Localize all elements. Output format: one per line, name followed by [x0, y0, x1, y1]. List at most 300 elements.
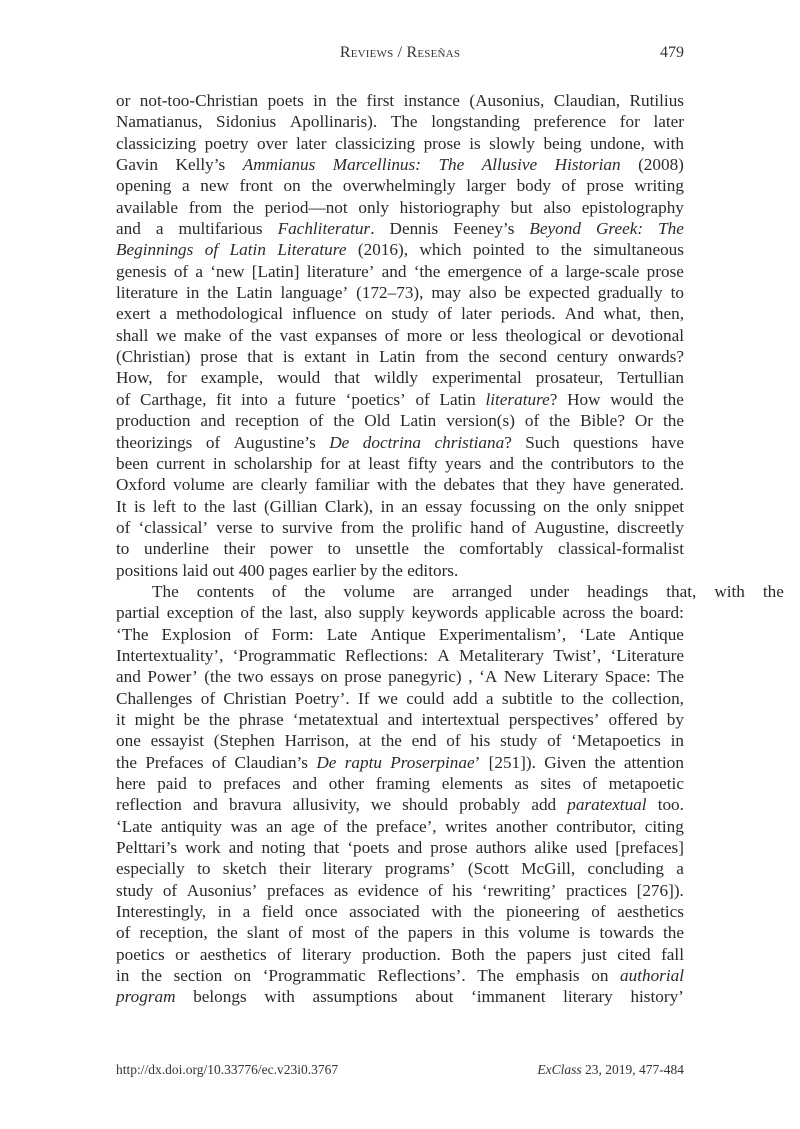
word: on: [320, 667, 338, 687]
word: Kelly’s: [175, 155, 226, 175]
word: attention: [623, 752, 684, 772]
word: too.: [657, 795, 684, 815]
word: Beginnings: [116, 240, 194, 260]
word: the: [582, 688, 604, 708]
word: ‘A: [479, 667, 498, 687]
text-line: [116, 965, 684, 986]
word: of: [272, 581, 287, 601]
text-line: [116, 367, 684, 388]
word: later: [653, 112, 684, 132]
word: as: [514, 774, 529, 793]
word: of: [277, 944, 292, 964]
word: (Scott: [467, 859, 509, 879]
word: age: [290, 816, 315, 836]
word: (2016),: [357, 240, 409, 260]
word: influence: [292, 304, 357, 324]
word: multifarious: [178, 219, 263, 239]
word: the: [380, 731, 402, 751]
word: literary: [322, 859, 373, 879]
word: less: [471, 325, 498, 345]
word: belongs: [193, 987, 247, 1007]
word: future: [294, 389, 336, 409]
word: his: [470, 731, 491, 751]
word: and: [200, 411, 226, 431]
word: Bible?: [580, 411, 625, 431]
word: Latin: [229, 240, 266, 260]
text-line: [116, 709, 684, 730]
word: on: [283, 176, 301, 196]
word: of: [415, 389, 430, 409]
word: that: [502, 475, 529, 495]
word: authorial: [620, 966, 684, 986]
word: concluding: [587, 859, 664, 879]
page-number: 479: [660, 44, 684, 61]
word: volume: [343, 581, 395, 601]
word: Latin: [379, 347, 416, 367]
word: the: [662, 923, 684, 943]
word: an: [266, 816, 283, 836]
word: pointed: [472, 240, 525, 260]
word: add: [452, 688, 478, 708]
text-line: [116, 303, 684, 324]
word: prose: [200, 347, 238, 367]
word: end: [411, 731, 437, 751]
word: pages: [268, 560, 308, 580]
word: of: [323, 816, 338, 836]
text-line: [116, 986, 684, 1007]
word: bravura: [228, 795, 282, 815]
word: of: [547, 731, 562, 751]
word: years: [445, 453, 482, 473]
word: which: [419, 240, 462, 260]
word: survive: [282, 517, 333, 537]
word: essays: [270, 667, 314, 687]
word: second: [499, 347, 547, 367]
word: study: [116, 880, 154, 900]
word: poets: [267, 91, 304, 110]
word: towards: [599, 923, 654, 943]
text-line: [116, 218, 684, 239]
word: left: [152, 496, 176, 516]
text-line: [116, 666, 684, 687]
word: would: [610, 389, 654, 409]
text-line: [116, 538, 684, 559]
word: a: [676, 859, 684, 879]
word: new: [200, 176, 229, 196]
word: classicizing: [116, 133, 197, 153]
word: methodological: [176, 304, 284, 324]
word: example,: [200, 368, 264, 388]
word: of: [582, 774, 597, 793]
word: make: [183, 325, 222, 345]
word: at: [358, 731, 372, 751]
word: Form:: [271, 624, 314, 644]
word: Carthage,: [140, 389, 207, 409]
word: of: [240, 603, 255, 623]
word: reception: [235, 411, 300, 431]
word: might: [134, 709, 175, 729]
word: unsettle: [355, 539, 409, 559]
word: and: [193, 795, 218, 815]
word: later: [461, 304, 492, 324]
body-text: [116, 90, 784, 1008]
word: but: [510, 197, 533, 217]
word: into: [241, 389, 268, 409]
word: of: [116, 517, 131, 537]
word: with: [431, 902, 462, 922]
word: power: [269, 539, 313, 559]
word: of: [354, 923, 369, 943]
word: on: [543, 496, 561, 516]
word: raptu: [344, 752, 382, 772]
word: prose: [423, 133, 461, 153]
word: the: [662, 453, 684, 473]
word: (Ausonius,: [469, 91, 545, 110]
word: of: [437, 304, 453, 324]
word: literature?: [485, 389, 558, 409]
word: Literary: [542, 667, 599, 687]
word: the: [207, 283, 229, 303]
word: could: [406, 688, 445, 708]
word: current: [156, 453, 205, 473]
word: ‘classical’: [138, 517, 209, 537]
paragraph: [116, 90, 684, 581]
word: from: [425, 347, 459, 367]
word: is: [133, 496, 146, 516]
word: aesthetics: [617, 902, 684, 922]
word: debates: [443, 475, 495, 495]
word: undone,: [590, 133, 645, 153]
word: Clark),: [324, 496, 374, 516]
text-line: [116, 175, 684, 196]
word: theological: [505, 325, 582, 345]
word: a: [277, 389, 286, 409]
word: may: [431, 283, 461, 303]
word: from: [340, 517, 375, 537]
word: sites: [540, 774, 571, 793]
word: is: [282, 347, 295, 367]
word: in: [355, 347, 370, 367]
word: especially: [116, 859, 185, 879]
word: positions: [116, 560, 179, 580]
word: not-too-Christian: [139, 91, 259, 110]
word: perspectives’: [508, 709, 600, 729]
word: and: [489, 453, 515, 473]
word: How,: [116, 368, 153, 388]
word: large-scale: [565, 261, 640, 281]
word: also: [543, 197, 572, 217]
word: slant: [246, 923, 280, 943]
word: ‘Late: [579, 624, 616, 644]
word: allusivity,: [292, 795, 360, 815]
word: the: [381, 560, 403, 580]
word: papers: [526, 944, 572, 964]
word: being: [543, 133, 582, 153]
word: associated: [349, 902, 420, 922]
word: reception,: [139, 923, 208, 943]
word: the: [377, 923, 399, 943]
word: only: [358, 197, 389, 217]
word: the: [333, 411, 355, 431]
word: [Latin]: [251, 261, 300, 281]
word: Gavin: [116, 155, 159, 175]
word: prefaces: [223, 774, 281, 793]
word: Such: [525, 432, 560, 452]
word: The: [657, 667, 684, 687]
word: sketch: [222, 859, 267, 879]
word: the: [414, 475, 436, 495]
word: language’: [280, 283, 349, 303]
word: on: [365, 304, 383, 324]
word: [prefaces]: [615, 838, 684, 858]
text-line: [116, 282, 684, 303]
text-line: [116, 602, 684, 623]
word: genesis: [116, 261, 167, 281]
word: Intertextuality’,: [116, 645, 224, 665]
word: prose: [344, 667, 382, 687]
text-line: [116, 496, 684, 517]
word: poetry: [204, 133, 249, 153]
word: instance: [403, 91, 460, 110]
word: practices: [565, 880, 628, 900]
word: be: [504, 283, 521, 303]
word: historiography: [399, 197, 500, 217]
word: ‘poets: [347, 838, 390, 858]
word: at: [348, 453, 361, 473]
word: their: [279, 859, 311, 879]
word: prosateur,: [535, 368, 604, 388]
word: to: [535, 240, 550, 260]
word: offered: [608, 709, 658, 729]
word: Historian: [554, 155, 621, 175]
word: on: [233, 966, 252, 986]
word: another: [495, 816, 548, 836]
word: prefaces: [266, 880, 325, 900]
word: authors: [475, 838, 527, 858]
word: antiquity: [160, 816, 223, 836]
word: devotional: [611, 325, 684, 345]
word: headings: [587, 581, 649, 601]
word: front: [239, 176, 273, 196]
word: Feeney’s: [453, 219, 515, 239]
word: elements: [441, 774, 503, 793]
word: across: [562, 603, 606, 623]
word: Old: [364, 411, 391, 431]
word: snippet: [634, 496, 684, 516]
word: a: [195, 261, 203, 281]
word: shall: [116, 325, 149, 345]
word: with: [653, 133, 684, 153]
word: contributor,: [556, 816, 637, 836]
word: just: [581, 944, 607, 964]
word: the: [495, 944, 517, 964]
text-line: [116, 90, 684, 111]
word: The: [390, 112, 418, 132]
word: the: [762, 581, 784, 601]
word: It: [116, 496, 127, 516]
word: one: [116, 731, 141, 751]
word: to: [183, 496, 197, 516]
word: simultaneous: [593, 240, 684, 260]
word: literary: [301, 944, 352, 964]
word: the: [521, 453, 543, 473]
word: the: [594, 752, 616, 772]
word: for: [166, 368, 187, 388]
word: later: [295, 133, 327, 153]
word: epistolography: [581, 197, 684, 217]
word: and: [116, 667, 141, 687]
word: volume: [518, 923, 570, 943]
word: are: [232, 475, 254, 495]
word: a: [155, 219, 164, 239]
text-line: [116, 624, 684, 645]
word: The: [152, 581, 179, 601]
word: Augustine’s: [233, 432, 316, 452]
text-line: [116, 944, 684, 965]
word: Ammianus: [242, 155, 316, 175]
running-head: [116, 44, 684, 68]
word: the: [116, 752, 137, 772]
word: also: [468, 283, 497, 303]
word: prose: [646, 261, 684, 281]
word: Greek:: [596, 219, 644, 239]
word: from: [188, 197, 223, 217]
word: they: [535, 475, 566, 495]
word: extant: [304, 347, 347, 367]
word: to: [260, 517, 274, 537]
word: essayist: [150, 731, 205, 751]
word: of: [528, 261, 544, 281]
text-line: [116, 346, 684, 367]
word: editors.: [407, 560, 459, 580]
word: body: [516, 176, 551, 196]
word: of: [309, 411, 324, 431]
word: of: [511, 517, 526, 537]
word: theorizings: [116, 432, 193, 452]
word: Pelttari’s: [116, 838, 178, 858]
word: the: [423, 539, 445, 559]
word: essay: [425, 496, 463, 516]
word: ‘Literature: [610, 645, 684, 665]
word: intertextual: [421, 709, 500, 729]
word: christiana?: [434, 432, 512, 452]
word: of: [591, 902, 606, 922]
word: Namatianus,: [116, 112, 203, 132]
word: A: [437, 645, 450, 665]
word: we: [370, 795, 391, 815]
word: in: [185, 283, 200, 303]
running-title: Reviews / Reseñas: [339, 44, 461, 61]
word: a: [550, 261, 559, 281]
word: poetics: [116, 944, 165, 964]
text-line: [116, 752, 684, 773]
word: have: [572, 475, 606, 495]
word: classicizing: [334, 133, 416, 153]
word: been: [116, 453, 149, 473]
word: in: [670, 731, 684, 751]
doi-link[interactable]: http://dx.doi.org/10.33776/ec.v23i0.3767: [116, 1062, 339, 1077]
word: contributors: [550, 453, 634, 473]
word: Experimentalism’,: [438, 624, 567, 644]
word: or: [116, 91, 131, 110]
word: Latin: [439, 389, 476, 409]
word: an: [401, 496, 418, 516]
word: a: [242, 902, 251, 922]
word: with: [714, 581, 745, 601]
word: with: [376, 475, 408, 495]
word: the: [382, 517, 404, 537]
word: Beyond: [529, 219, 581, 239]
word: version(s): [446, 411, 515, 431]
word: ‘Programmatic: [262, 966, 366, 986]
word: paid: [157, 774, 187, 793]
word: of: [244, 624, 259, 644]
word: to: [670, 283, 684, 303]
word: most: [311, 923, 346, 943]
word: periods.: [500, 304, 556, 324]
word: field: [261, 902, 294, 922]
word: noting: [261, 838, 306, 858]
word: the: [346, 816, 368, 836]
word: (Stephen: [213, 731, 275, 751]
text-line: [116, 154, 684, 175]
word: ‘metatextual: [292, 709, 379, 729]
word: on: [591, 966, 609, 986]
word: reflection: [116, 795, 182, 815]
word: the: [216, 923, 238, 943]
word: (the: [204, 667, 232, 687]
word: and: [387, 709, 413, 729]
word: the: [560, 240, 582, 260]
word: Both: [451, 944, 485, 964]
word: would: [277, 368, 321, 388]
word: focussing: [469, 496, 536, 516]
word: of: [116, 389, 131, 409]
word: of: [205, 432, 221, 452]
word: earlier: [312, 560, 357, 580]
word: New: [503, 667, 537, 687]
word: that: [247, 347, 274, 367]
word: Or: [634, 411, 654, 431]
word: are: [412, 581, 434, 601]
word: evidence: [357, 880, 419, 900]
word: Latin: [236, 283, 273, 303]
word: Given: [544, 752, 587, 772]
journal-citation: [537, 1062, 684, 1078]
word: Late: [326, 624, 358, 644]
word: what,: [603, 304, 642, 324]
word: as: [333, 880, 349, 900]
text-line: [116, 794, 684, 815]
text-line: [116, 645, 684, 666]
word: hand: [470, 517, 504, 537]
word: add: [531, 795, 557, 815]
word: the: [232, 197, 254, 217]
word: of: [384, 325, 400, 345]
word: ‘The: [116, 624, 149, 644]
word: Sidonius: [216, 112, 277, 132]
word: of: [204, 240, 219, 260]
word: the: [336, 91, 358, 110]
word: out: [212, 560, 235, 580]
word: to: [197, 859, 211, 879]
word: and: [381, 261, 407, 281]
citation-details: 23, 2019, 477-484: [581, 1062, 684, 1077]
word: history’: [630, 987, 684, 1007]
word: of: [446, 731, 461, 751]
word: opening: [116, 176, 172, 196]
word: partial: [116, 603, 160, 623]
